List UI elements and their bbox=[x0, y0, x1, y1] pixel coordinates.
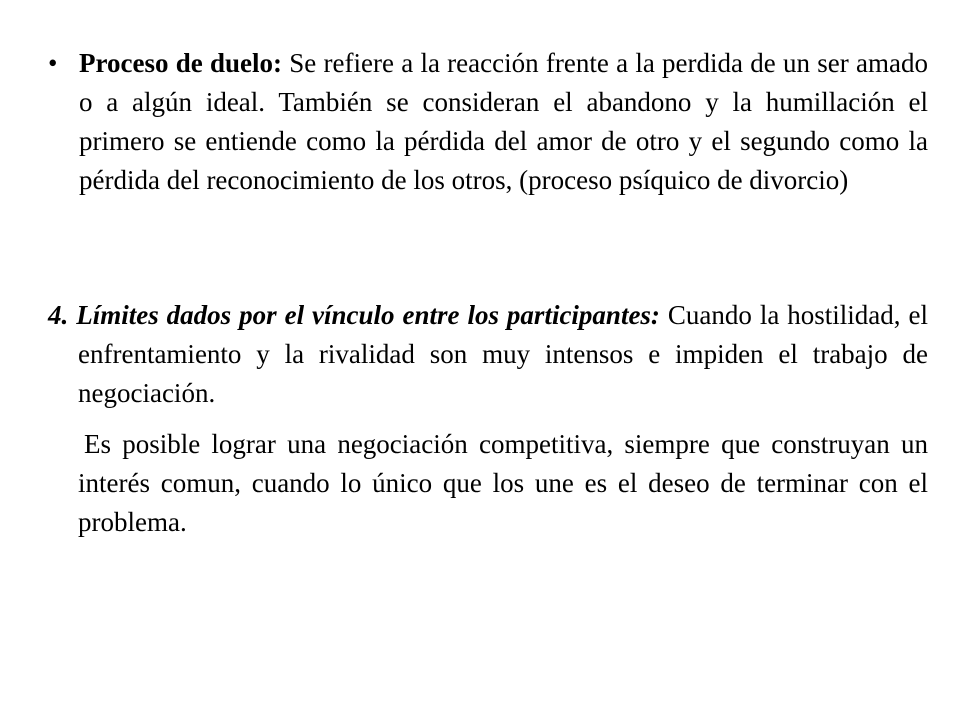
bullet-dot-icon: • bbox=[48, 48, 58, 78]
limit-heading: 4. Límites dados por el vínculo entre los participantes: bbox=[48, 300, 660, 330]
limit-body: Cuando la hostilidad, el enfrentamiento y la rivalidad son muy intensos e impiden el trabajo de negociación. bbox=[78, 300, 928, 408]
bullet-term: Proceso de duelo: bbox=[79, 48, 282, 78]
followup-paragraph bbox=[48, 425, 928, 542]
followup-text: Es posible lograr una negociación competitiva, siempre que construyan un interés comun, cuando lo único que los une es el deseo de terminar con el problema. bbox=[78, 429, 928, 537]
limit-paragraph bbox=[48, 296, 928, 413]
bullet-paragraph-proceso-de-duelo bbox=[48, 44, 928, 200]
bullet-definition: Se refiere a la reacción frente a la perdida de un ser amado o a algún ideal. También se consideran el abandono y la humillación el primero se entiende como la pérdida del amor de otro y el segundo como la pérdida del reconocimiento de los otros, (proceso psíquico de divorcio) bbox=[79, 48, 928, 195]
